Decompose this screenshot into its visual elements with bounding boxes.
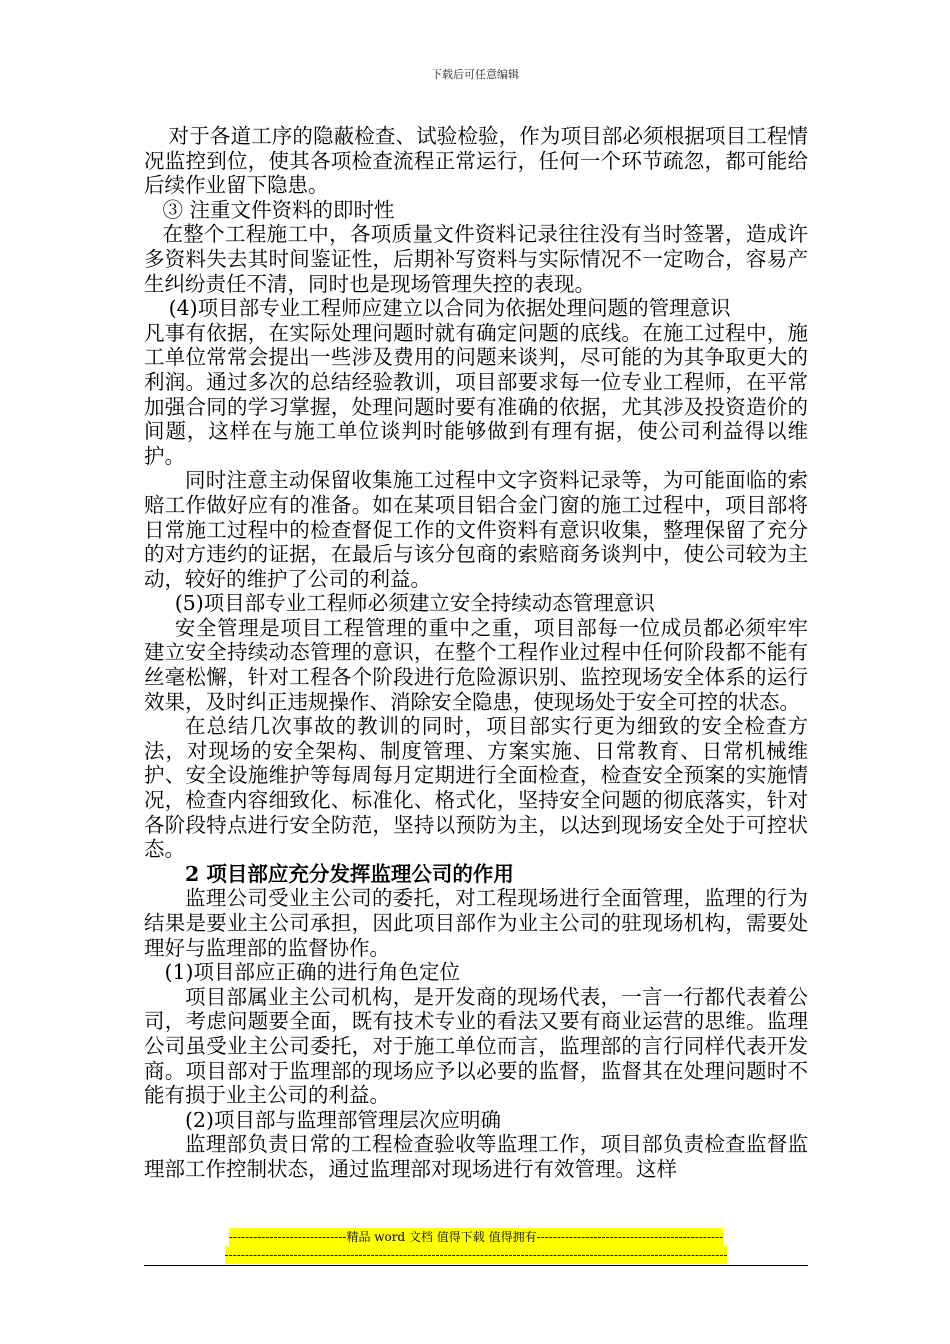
- paragraph: 在总结几次事故的教训的同时，项目部实行更为细致的安全检查方法，对现场的安全架构、制度管理、方案实施、日常教育、日常机械维护、安全设施维护等每周每月定期进行全面检查，检查安全预案的实施情况，检查内容细致化、标准化、格式化，坚持安全问题的彻底落实，针对各阶段特点进行安全防范，坚持以预防为主，以达到现场安全处于可控状态。: [144, 714, 808, 862]
- document-body: [144, 124, 808, 1182]
- paragraph: (5)项目部专业工程师必须建立安全持续动态管理意识: [174, 591, 655, 616]
- paragraph: 凡事有依据，在实际处理问题时就有确定问题的底线。在施工过程中，施工单位常常会提出一些涉及费用的问题来谈判，尽可能的为其争取更大的利润。通过多次的总结经验教训，项目部要求每一位专业工程师，在平常加强合同的学习掌握，处理问题时要有准确的依据，尤其涉及投资造价的间题，这样在与施工单位谈判时能够做到有理有据，使公司利益得以维护。: [144, 320, 808, 468]
- paragraph: 监理公司受业主公司的委托，对工程现场进行全面管理，监理的行为结果是要业主公司承担，因此项目部作为业主公司的驻现场机构，需要处理好与监理部的监督协作。: [144, 886, 808, 960]
- paragraph: 在整个工程施工中，各项质量文件资料记录往往没有当时签署，造成许多资料失去其时间鉴证性，后期补写资料与实际情况不一定吻合，容易产生纠纷责任不清，同时也是现场管理失控的表现。: [144, 222, 808, 296]
- paragraph: 监理部负责日常的工程检查验收等监理工作，项目部负责检查监督监理部工作控制状态，通过监理部对现场进行有效管理。这样: [144, 1132, 808, 1181]
- paragraph: (1)项目部应正确的进行角色定位: [164, 960, 461, 985]
- paragraph: (2)项目部与监理部管理层次应明确: [185, 1107, 502, 1132]
- paragraph: 同时注意主动保留收集施工过程中文字资料记录等，为可能面临的索赔工作做好应有的准备。如在某项目铝合金门窗的施工过程中，项目部将日常施工过程中的检查督促工作的文件资料有意识收集，整理保留了充分的对方违约的证据，在最后与该分包商的索赔商务谈判中，使公司较为主动，较好的维护了公司的利益。: [144, 468, 808, 591]
- paragraph: (4)项目部专业工程师应建立以合同为依据处理问题的管理意识: [168, 296, 731, 321]
- paragraph: 对于各道工序的隐蔽检查、试验检验，作为项目部必须根据项目工程情况监控到位，使其各项检查流程正常运行，任何一个环节疏忽，都可能给后续作业留下隐患。: [144, 124, 808, 198]
- paragraph: 项目部属业主公司机构，是开发商的现场代表，一言一行都代表着公司，考虑问题要全面，既有技术专业的看法又要有商业运营的思维。监理公司虽受业主公司委托，对于施工单位而言，监理部的言行同样代表开发商。项目部对于监理部的现场应予以必要的监督，监督其在处理问题时不能有损于业主公司的利益。: [144, 984, 808, 1108]
- footer-line-1: -----------------------------精品 word 文档 值得下载 值得拥有----------------------------------------------: [228, 1230, 724, 1244]
- page-footer: [144, 1228, 808, 1264]
- section-heading: 2 项目部应充分发挥监理公司的作用: [185, 861, 514, 886]
- page-header: 下载后可任意编辑: [431, 68, 519, 81]
- paragraph: ③ 注重文件资料的即时性: [162, 197, 395, 222]
- footer-line-2: ----------------------------------------------------------------------------------------------------------------------------: [224, 1248, 728, 1262]
- paragraph: 安全管理是项目工程管理的重中之重，项目部每一位成员都必须牢牢建立安全持续动态管理的意识，在整个工程作业过程中任何阶段都不能有丝毫松懈，针对工程各个阶段进行危险源识别、监控现场安全体系的运行效果，及时纠正违规操作、消除安全隐患，使现场处于安全可控的状态。: [144, 615, 808, 714]
- footer-rule: [144, 1265, 808, 1266]
